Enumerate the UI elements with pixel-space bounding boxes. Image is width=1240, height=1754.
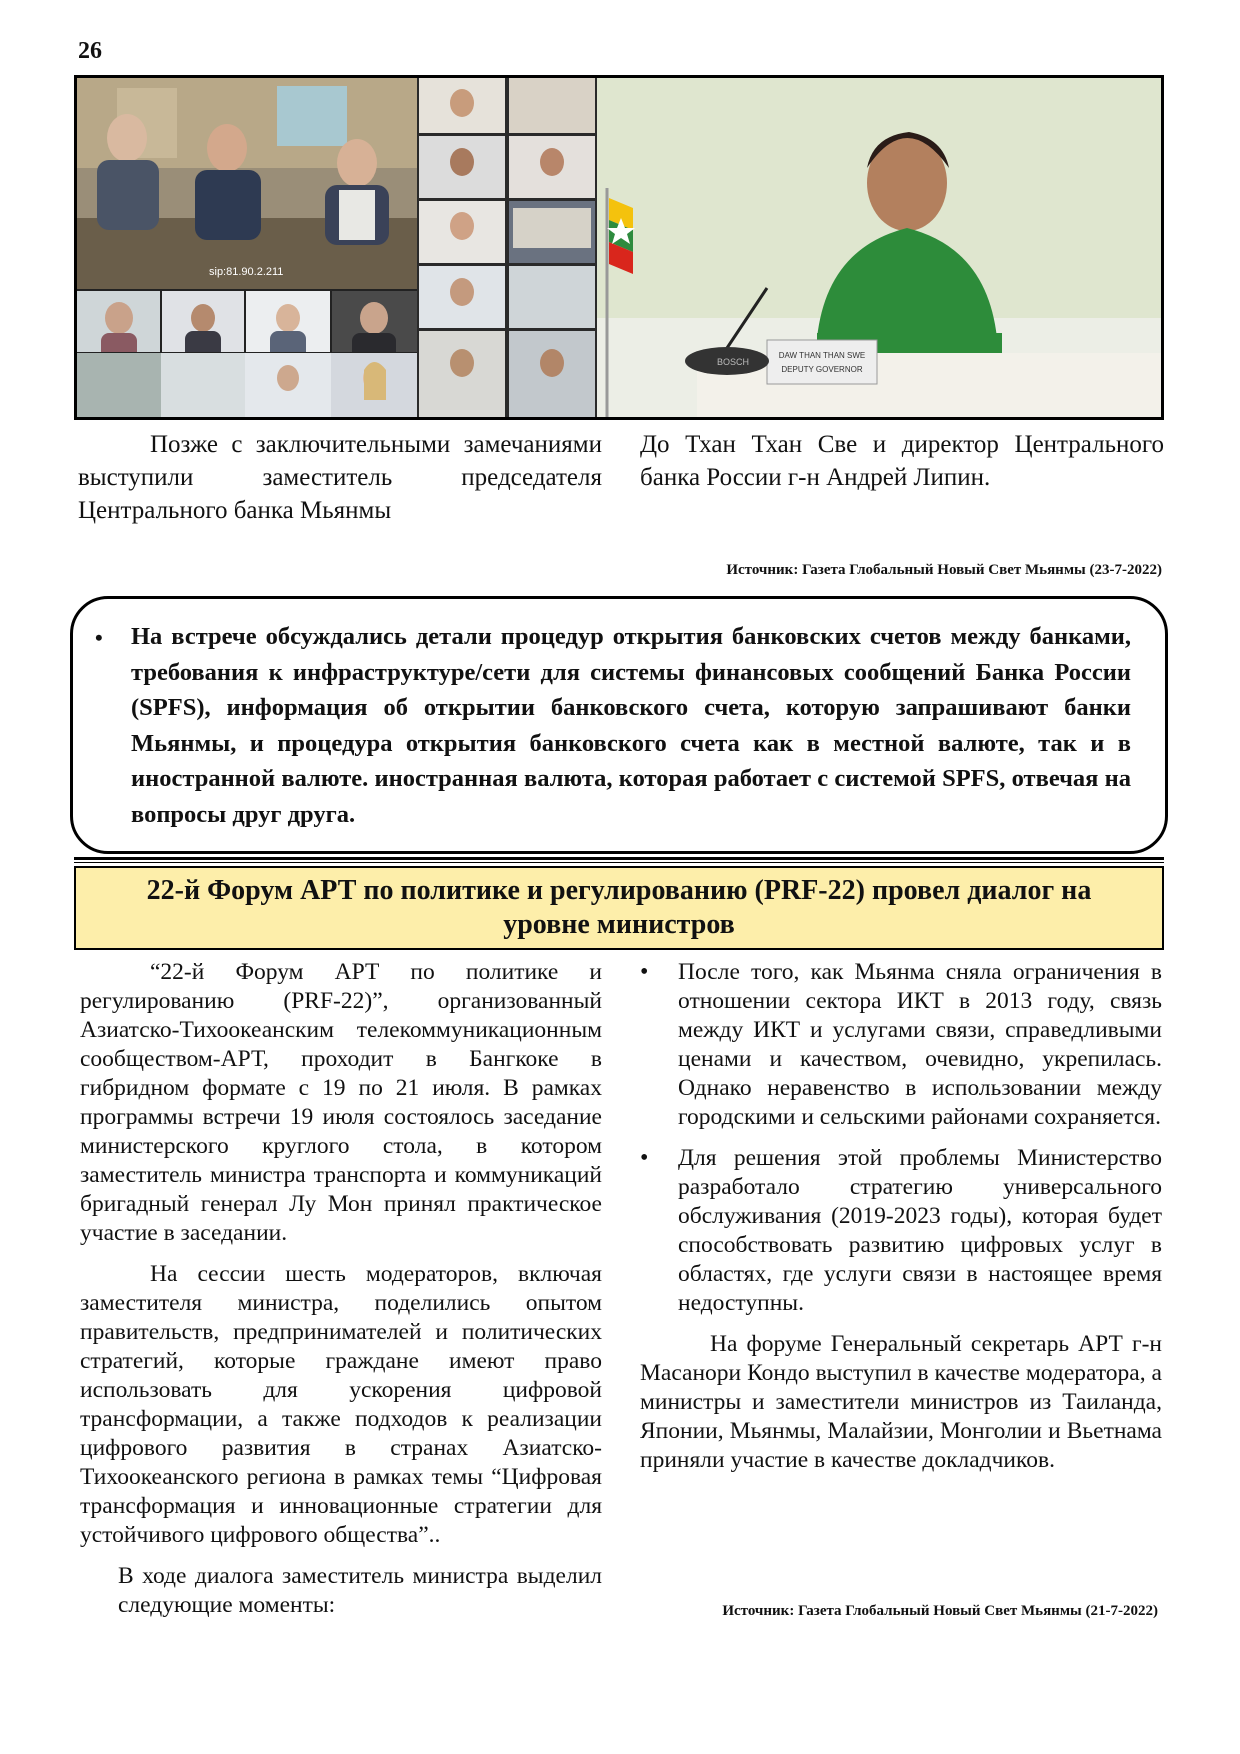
article-headline: 22-й Форум АРТ по политике и регулированию (PRF-22) провел диалог на уровне министров — [74, 866, 1164, 950]
highlight-box — [70, 596, 1168, 854]
mic-brand: BOSCH — [717, 357, 750, 367]
video-tile-speaker — [597, 78, 1161, 417]
bullet-list — [640, 958, 1162, 1318]
nameplate-name: DAW THAN THAN SWE — [778, 351, 866, 360]
overlay-ip: sip:81.90.2.211 — [209, 266, 284, 278]
bullet-icon: • — [95, 625, 103, 650]
page-number: 26 — [78, 38, 102, 64]
nameplate — [767, 340, 877, 384]
photo-caption-left: Позже с заключительными замечаниями выступили заместитель председателя Центрального банка Мьянмы — [78, 431, 602, 524]
video-tile-row — [77, 290, 417, 417]
news-photo — [74, 75, 1164, 420]
divider — [74, 857, 1164, 860]
highlight-text: На встрече обсуждались детали процедур открытия банковских счетов между банками, требования к инфраструктуре/сети для системы финансовых сообщений Банка России (SPFS), информация об открытии банковского счета, которую запрашивают банки Мьянмы, и процедура открытия банковского счета как в местной валюте, так и в иностранной валюте. иностранная валюта, которая работает с системой SPFS, отвечая на вопросы друг друга. — [131, 623, 1131, 828]
article-column-right — [640, 958, 1162, 1487]
article-column-left — [80, 958, 602, 1632]
nameplate-title: DEPUTY GOVERNOR — [781, 365, 863, 374]
source-note-top: Источник: Газета Глобальный Новый Свет Мьянмы (23-7-2022) — [726, 562, 1162, 578]
paragraph: На сессии шесть модераторов, включая заместителя министра, поделились опытом правительств, предпринимателей и политических стратегий, которые граждане имеют право использовать для ускорения цифровой трансформации, а также подходов к реализации цифрового развития в странах Азиатско-Тихоокеанского региона в рамках темы “Цифровая трансформация и инновационные стратегии для устойчивого цифрового общества”.. — [80, 1261, 602, 1548]
video-tile-grid — [417, 78, 597, 417]
paragraph: В ходе диалога заместитель министра выделил следующие моменты: — [118, 1563, 602, 1618]
divider-thin — [74, 862, 1164, 863]
video-tile-main-room — [77, 78, 417, 290]
paragraph: На форуме Генеральный секретарь АРТ г-н Масанори Кондо выступил в качестве модератора, а министры и заместители министров из Таиланда, Японии, Мьянмы, Малайзии, Монголии и Вьетнама приняли участие в качестве докладчиков. — [640, 1331, 1162, 1473]
list-item: • После того, как Мьянма сняла ограничения в отношении сектора ИКТ в 2013 году, связь между ИКТ и услугами связи, справедливыми ценами и качеством, очевидно, укрепилась. Однако неравенство в использовании между городскими и сельскими районами сохраняется. — [640, 958, 1162, 1132]
list-item: • Для решения этой проблемы Министерство разработало стратегию универсального обслуживания (2019-2023 годы), которая будет способствовать развитию цифровых услуг в областях, где услуги связи в настоящее время недоступны. — [640, 1144, 1162, 1318]
source-note-bottom: Источник: Газета Глобальный Новый Свет Мьянмы (21-7-2022) — [722, 1603, 1158, 1619]
photo-caption-right: До Тхан Тхан Све и директор Центрального банка России г-н Андрей Липин. — [640, 431, 1164, 491]
paragraph: “22-й Форум АРТ по политике и регулированию (PRF-22)”, организованный Азиатско-Тихоокеанским телекоммуникационным сообществом-АРТ, проходит в Бангкоке в гибридном формате с 19 по 21 июля. В рамках программы встречи 19 июля состоялось заседание министерского круглого стола, в котором заместитель министра транспорта и коммуникаций бригадный генерал Лу Мон принял практическое участие в заседании. — [80, 959, 602, 1246]
